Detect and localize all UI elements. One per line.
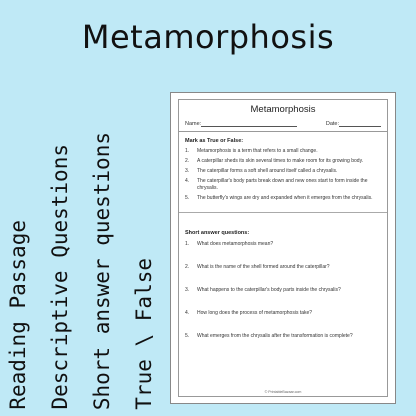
item-text: The butterfly's wings are dry and expanded when it emerges from the chrysalis.: [197, 194, 373, 201]
list-item: [185, 195, 381, 202]
list-item: [185, 333, 381, 340]
item-number: 4.: [185, 177, 190, 184]
item-text: What emerges from the chrysalis after the transformation is complete?: [197, 333, 353, 340]
worksheet-footer: © PrintableBazaar.com: [264, 390, 302, 394]
item-number: 2.: [185, 264, 190, 271]
worksheet-preview: [170, 92, 396, 404]
item-text: The caterpillar's body parts break down and new ones start to form inside the chrysalis.: [197, 177, 368, 191]
item-number: 4.: [185, 310, 190, 317]
item-text: What is the name of the shell formed around the caterpillar?: [197, 264, 330, 271]
list-item: [185, 148, 381, 155]
side-labels: [6, 92, 166, 410]
item-text: A caterpillar sheds its skin several times to make room for its growing body.: [197, 157, 364, 164]
item-number: 3.: [185, 167, 190, 174]
worksheet-border: [178, 99, 388, 397]
item-text: What does metamorphosis mean?: [197, 241, 274, 248]
true-false-list: [185, 148, 381, 202]
item-number: 2.: [185, 157, 190, 164]
list-item: [185, 158, 381, 165]
item-text: Metamorphosis is a term that refers to a small change.: [197, 148, 318, 154]
date-blank-line: [339, 126, 381, 127]
name-field: [185, 121, 297, 127]
name-label: Name:: [185, 121, 202, 127]
name-blank-line: [201, 126, 297, 127]
side-label-descriptive-questions: Descriptive Questions: [48, 144, 72, 410]
item-number: 5.: [185, 194, 190, 201]
list-item: [185, 241, 381, 248]
name-date-row: [179, 121, 387, 132]
list-item: [185, 287, 381, 294]
page-title: Metamorphosis: [81, 18, 335, 56]
list-item: [185, 178, 381, 193]
item-text: What happens to the caterpillar's body parts inside the chrysalis?: [197, 287, 341, 294]
item-number: 1.: [185, 241, 190, 248]
item-number: 3.: [185, 287, 190, 294]
date-label: Date:: [325, 121, 339, 127]
list-item: [185, 264, 381, 271]
list-item: [185, 168, 381, 175]
true-false-heading: Mark as True or False:: [185, 138, 244, 144]
side-label-short-answer: Short answer questions: [90, 131, 114, 410]
list-item: [185, 310, 381, 317]
date-field: [326, 121, 381, 127]
item-text: The caterpillar forms a soft shell around itself called a chrysalis.: [197, 167, 338, 174]
item-number: 5.: [185, 333, 190, 340]
short-answer-heading: Short answer questions:: [185, 230, 250, 237]
section-divider: [179, 212, 387, 213]
item-text: How long does the process of metamorphosis take?: [197, 310, 313, 317]
side-label-true-false: True \ False: [132, 258, 156, 410]
side-label-reading-passage: Reading Passage: [6, 220, 30, 410]
worksheet-title: Metamorphosis: [250, 104, 316, 115]
item-number: 1.: [185, 148, 190, 154]
